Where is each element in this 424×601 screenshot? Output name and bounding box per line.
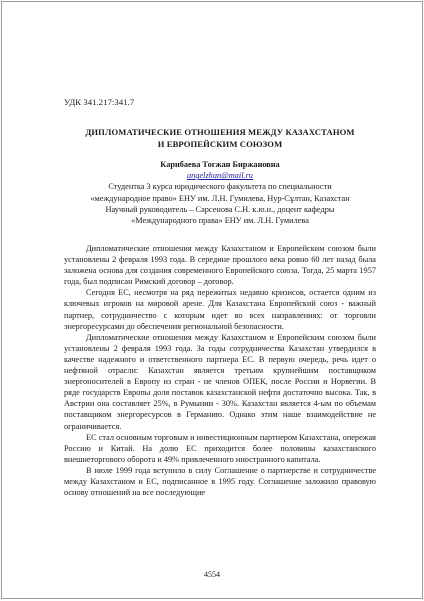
author-email-link[interactable]: angelzhan@mail.ru	[187, 171, 253, 181]
article-title	[64, 126, 376, 150]
udc-code: УДК 341.217:341.7	[64, 97, 135, 107]
affiliation-line-1: Студентка 3 курса юридического факультета по специальности	[108, 182, 332, 192]
author-block	[64, 159, 376, 226]
title-line-1: ДИПЛОМАТИЧЕСКИЕ ОТНОШЕНИЯ МЕЖДУ КАЗАХСТАНОМ	[85, 127, 355, 137]
paragraph: Сегодня ЕС, несмотря на ряд пережитых недавно кризисов, остается одним из ключевых игроков на мировой арене. Для Казахстана Европейский союз - важный партнер, сотрудничество с которым идет во всех направлениях: от торговли энергоресурсами до обеспечения региональной безопасности.	[64, 288, 376, 331]
page-number: 4554	[204, 570, 220, 579]
paragraph: ЕС стал основным торговым и инвестиционным партнером Казахстана, опережая Россию и Китай. На долю ЕС приходится более половины казахстанского внешнеторгового оборота и 49% привлеченного иностранного капитала.	[64, 432, 376, 464]
paragraph: В июле 1999 года вступило в силу Соглашение о партнерстве и сотрудничестве между Казахстаном и ЕС, подписанное в 1995 году. Соглашение заложило правовую основу отношений на все последующие	[64, 465, 376, 498]
affiliation-line-3: Научный руководитель – Сарсенова С.Н. к.ю.н., доцент кафедры	[105, 204, 335, 214]
author-name: Карибаева Тогжан Биржановна	[160, 160, 280, 169]
title-line-2: И ЕВРОПЕЙСКИМ СОЮЗОМ	[157, 139, 283, 149]
affiliation-line-4: «Международного права» ЕНУ им. Л.Н. Гумилева	[131, 216, 309, 226]
article-body	[64, 243, 376, 498]
paragraph: Дипломатические отношения между Казахстаном и Европейским союзом были установлены 2 февраля 1993 года. В середине прошлого века ровно 60 лет назад была заложена основа для создания современного Европейского союза. Тогда, 25 марта 1957 года, был подписан Римский договор – договор.	[64, 244, 376, 287]
paragraph: Дипломатические отношения между Казахстаном и Европейским союзом были установлены 2 февраля 1993 года. За годы сотрудничества Казахстан утвердился в качестве надежного и ответственного партнера ЕС. В первую очередь, речь идет о нефтяной отрасли: Казахстан является третьим крупнейшим поставщиком энергоносителей в Европу из стран - не членов ОПЕК, после России и Норвегии. В ряде государств Европы доля поставок казахстанской нефти достаточно высока. Так, в Австрии она составляет 25%, в Румынии - 30%. Казахстан является 4-ым по объемам поставщиком энергоресурсов в Германию. Однако этим наше взаимодействие не ограничивается.	[64, 332, 376, 431]
document-page	[1, 1, 423, 599]
affiliation-line-2: «международное право» ЕНУ им. Л.Н. Гумилева, Нур-Сұлтан, Казахстан	[90, 193, 350, 203]
